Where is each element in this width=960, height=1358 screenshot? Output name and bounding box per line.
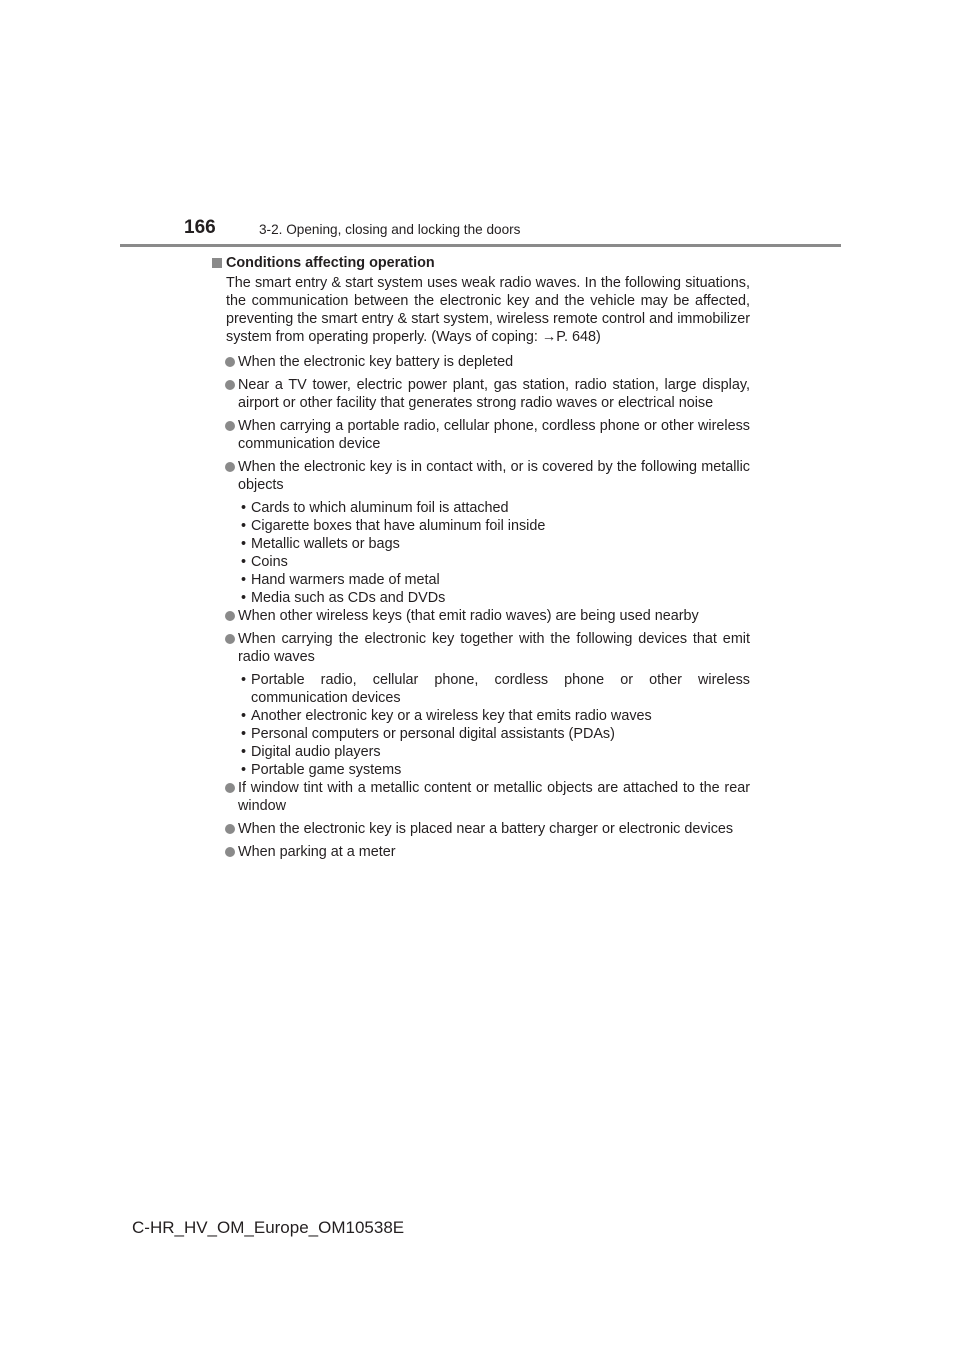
condition-item — [212, 630, 750, 666]
condition-text: Near a TV tower, electric power plant, gas station, radio station, large display, airport or other facility that generates strong radio waves or electrical noise — [238, 377, 750, 411]
radio-devices-list — [212, 671, 750, 779]
condition-item — [212, 779, 750, 815]
circle-bullet-icon — [225, 462, 235, 472]
condition-text: When parking at a meter — [238, 844, 396, 860]
page-number: 166 — [184, 217, 216, 238]
condition-text: When other wireless keys (that emit radio waves) are being used nearby — [238, 608, 699, 624]
list-item: • Another electronic key or a wireless key that emits radio waves — [241, 708, 652, 724]
list-item: • Media such as CDs and DVDs — [241, 590, 446, 606]
metallic-objects-list — [212, 499, 750, 607]
circle-bullet-icon — [225, 783, 235, 793]
list-item: • Cigarette boxes that have aluminum foil inside — [241, 518, 546, 534]
list-item: • Portable game systems — [241, 762, 402, 778]
list-item: • Hand warmers made of metal — [241, 572, 440, 588]
condition-text: When carrying the electronic key together with the following devices that emit radio waves — [238, 631, 750, 665]
list-item: • Portable radio, cellular phone, cordless phone or other wireless communication devices — [241, 672, 750, 706]
condition-text: When the electronic key is in contact with, or is covered by the following metallic objects — [238, 459, 750, 493]
circle-bullet-icon — [225, 421, 235, 431]
intro-paragraph: The smart entry & start system uses weak radio waves. In the following situations, the communication between the electronic key and the vehicle may be affected, preventing the smart entry & start system, wireless remote control and immobilizer system from operating properly. (Ways of coping: →P. 648) — [226, 275, 750, 345]
condition-item — [212, 820, 750, 838]
circle-bullet-icon — [225, 847, 235, 857]
condition-text: If window tint with a metallic content or metallic objects are attached to the rear window — [238, 780, 750, 814]
heading-text: Conditions affecting operation — [226, 255, 435, 271]
circle-bullet-icon — [225, 357, 235, 367]
condition-item — [212, 843, 750, 861]
circle-bullet-icon — [225, 611, 235, 621]
list-item: • Coins — [241, 554, 288, 570]
content — [212, 254, 750, 866]
list-item: • Digital audio players — [241, 744, 381, 760]
condition-item — [212, 353, 750, 371]
list-item: • Metallic wallets or bags — [241, 536, 400, 552]
list-item: • Cards to which aluminum foil is attached — [241, 500, 509, 516]
header-rule — [120, 244, 841, 247]
condition-text: When carrying a portable radio, cellular phone, cordless phone or other wireless communication device — [238, 418, 750, 452]
circle-bullet-icon — [225, 634, 235, 644]
document-code: C-HR_HV_OM_Europe_OM10538E — [132, 1218, 405, 1237]
circle-bullet-icon — [225, 380, 235, 390]
condition-item — [212, 607, 750, 625]
section-title: 3-2. Opening, closing and locking the doors — [259, 222, 521, 237]
circle-bullet-icon — [225, 824, 235, 834]
condition-item — [212, 376, 750, 412]
condition-item — [212, 458, 750, 494]
condition-text: When the electronic key is placed near a battery charger or electronic devices — [238, 821, 734, 837]
square-bullet-icon — [212, 258, 222, 268]
list-item: • Personal computers or personal digital assistants (PDAs) — [241, 726, 615, 742]
condition-text: When the electronic key battery is depleted — [238, 354, 514, 370]
conditions-heading — [212, 254, 750, 274]
condition-item — [212, 417, 750, 453]
